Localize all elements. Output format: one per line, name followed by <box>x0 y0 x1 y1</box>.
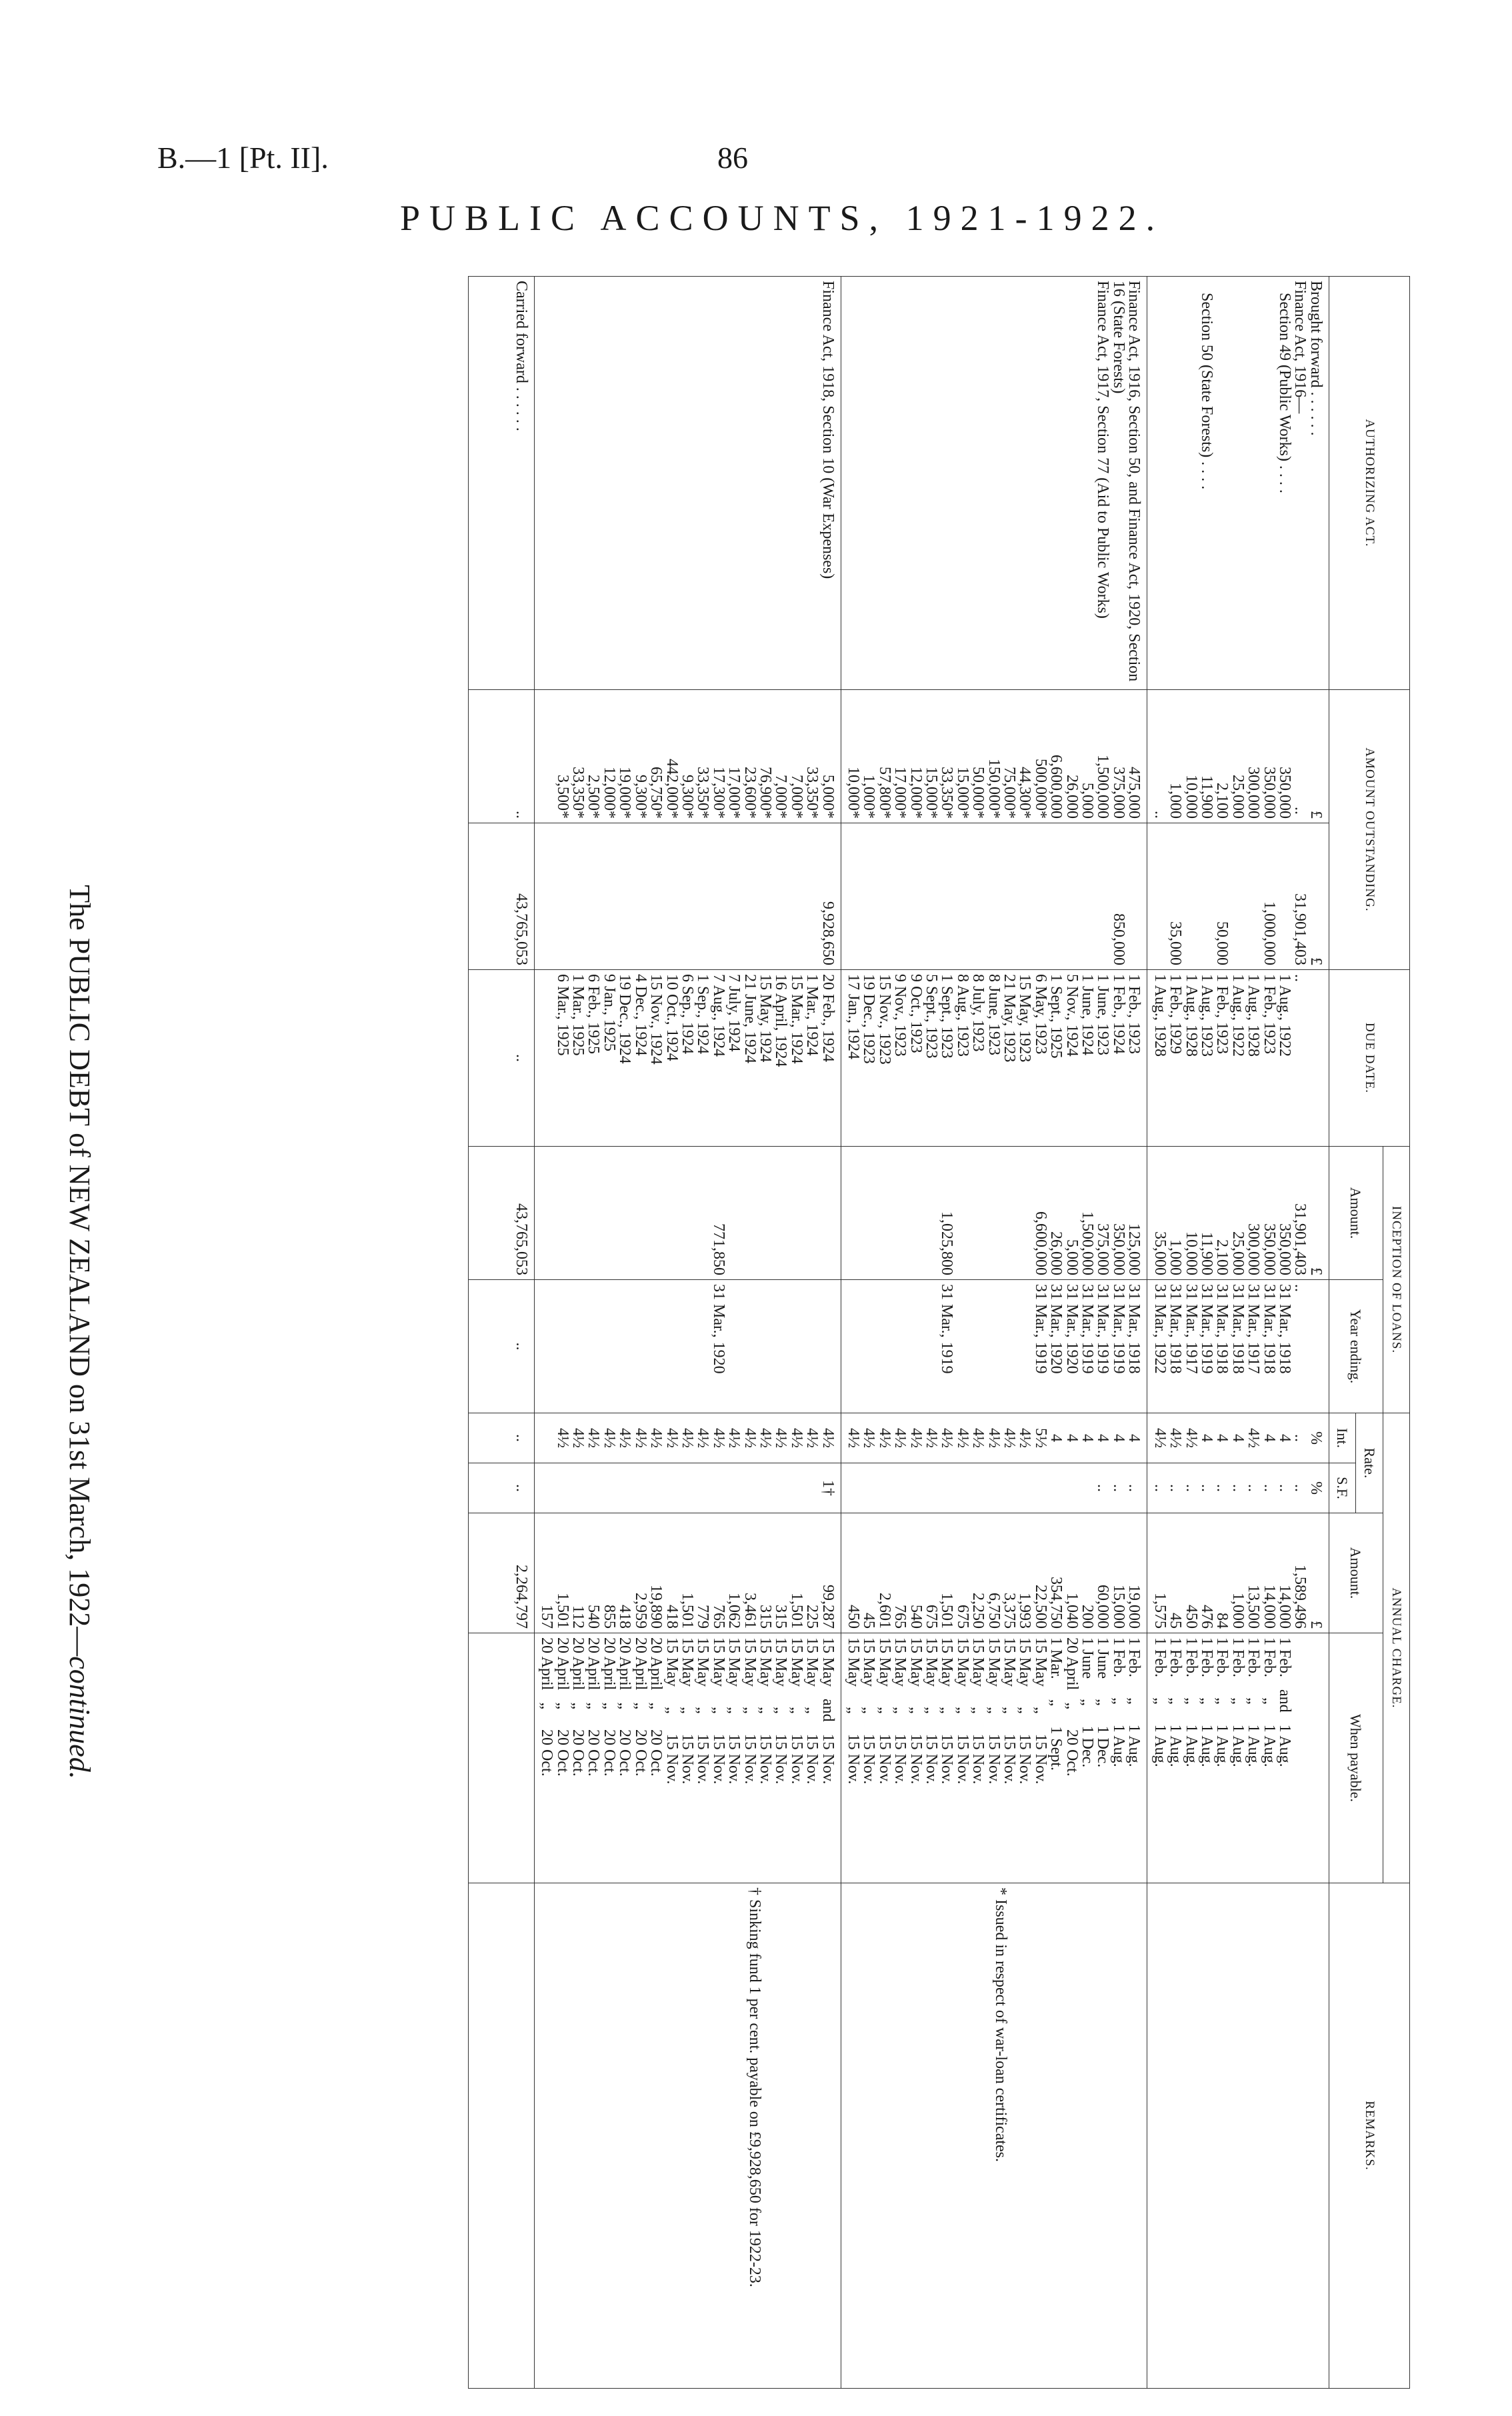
header-sf: S.F. <box>1329 1463 1355 1513</box>
table-row-finance-act-1916 <box>1147 277 1329 2389</box>
cell-due-dates: 20 Feb., 1924 1 Mar., 1924 15 Mar., 1924 16 April, 1924 15 May, 1924 21 June, 1924 7 July, 1924 7 Aug., 1924 1 Sep., 1924 6 Sep., 1924 10 Oct., 1924 15 Nov., 1924 4 Dec., 1924 19 Dec., 1924 9 Jan., 1925 6 Feb., 1925 1 Mar., 1925 6 Mar., 1925 <box>534 970 841 1147</box>
cell-due-dates: .. 1 Aug., 1922 1 Feb., 1923 1 Aug., 1928 1 Aug., 1922 1 Feb., 1923 1 Aug., 1923 1 Aug., 1928 1 Feb., 1929 1 Aug., 1928 <box>1147 970 1329 1147</box>
cell-authority: Finance Act, 1918, Section 10 (War Expenses) <box>534 277 841 690</box>
rotated-debt-table <box>63 276 1410 2388</box>
cell-inception-amounts: 125,000 350,000 375,000 1,500,000 5,000 26,000 6,600,000 1,025,800 <box>841 1147 1147 1280</box>
table-row-carried-forward <box>468 277 534 2389</box>
remark-sinking-fund: † Sinking fund 1 per cent. payable on £9,928,650 for 1922-23. <box>745 1887 763 2287</box>
caption-main: The PUBLIC DEBT of NEW ZEALAND on 31st March, 1922— <box>63 885 96 1657</box>
cell-int: % .. 4 4 4½ 4 4 4 4½ 4½ 4½ <box>1147 1413 1329 1463</box>
cell-charges: 99,287 225 1,501 315 315 3,461 1,062 765 779 1,501 418 19,890 2,959 418 855 540 112 1,501 157 <box>534 1513 841 1633</box>
cell-totals: 850,000 <box>841 823 1147 970</box>
page-number: 86 <box>717 141 748 175</box>
header-inception-amount: Amount. <box>1329 1147 1383 1280</box>
cell-sf: 1† <box>534 1463 841 1513</box>
cell-sf: % .. .. .. .. .. .. .. .. .. .. <box>1147 1463 1329 1513</box>
cell-authority: Brought forward . . . . . . Finance Act, 1916— Section 49 (Public Works) . . . . Section 50 (State Forests) . . . . <box>1147 277 1329 690</box>
cell-inception-amounts: 771,850 <box>534 1147 841 1280</box>
cell-int: 4 4 4 4 4 4 5½ 4½ 4½ 4½ 4½ 4½ 4½ 4½ 4½ 4½ 4½ 4½ 4½ <box>841 1413 1147 1463</box>
page-title: PUBLIC ACCOUNTS, 1921-1922. <box>400 198 1165 238</box>
header-authorizing-act: AUTHORIZING ACT. <box>1329 277 1409 690</box>
cell-year-endings: .. 31 Mar., 1918 31 Mar., 1918 31 Mar., 1917 31 Mar., 1918 31 Mar., 1918 31 Mar., 1919 31 Mar., 1917 31 Mar., 1918 31 Mar., 1922 <box>1147 1280 1329 1413</box>
cell-carried-amounts: .. <box>468 690 534 823</box>
header-charge-amount: Amount. <box>1329 1513 1383 1633</box>
cell-carried-inception: 43,765,053 <box>468 1147 534 1280</box>
header-annual-charge: ANNUAL CHARGE. <box>1383 1413 1409 1883</box>
cell-due-dates: 1 Feb., 1923 1 Feb., 1924 1 June, 1923 1 June, 1924 5 Nov., 1924 1 Sept., 1925 6 May, 1923 15 May, 1923 21 May, 1923 8 June, 1923 8 July, 1923 8 Aug., 1923 1 Sept., 1923 5 Sept., 1923 9 Oct., 1923 9 Nov., 1923 15 Nov., 1923 19 Dec., 1923 17 Jan., 1924 <box>841 970 1147 1147</box>
header-amount-outstanding: AMOUNT OUTSTANDING. <box>1329 690 1409 970</box>
cell-totals: £ 31,901,403 1,000,000 50,000 35,000 <box>1147 823 1329 970</box>
cell-when-payable: 1 Feb. and 1 Aug. 1 Feb. „ 1 Aug. 1 Feb. „ 1 Aug. 1 Feb. „ 1 Aug. 1 Feb. „ 1 Aug. 1 Feb. „ 1 Aug. 1 Feb. „ 1 Aug. 1 Feb. „ 1 Aug. 1 Feb. „ 1 Aug. <box>1147 1633 1329 1883</box>
cell-int: 4½ 4½ 4½ 4½ 4½ 4½ 4½ 4½ 4½ 4½ 4½ 4½ 4½ 4½ 4½ 4½ 4½ 4½ <box>534 1413 841 1463</box>
cell-amounts: 475,000 375,000 1,500,000 5,000 26,000 6,600,000 500,000* 44,300* 75,000* 150,000* 50,000* 15,000* 33,350* 15,000* 12,000* 17,000* 57,800* 1,000* 10,000* <box>841 690 1147 823</box>
header-year-ending: Year ending. <box>1329 1280 1383 1413</box>
header-when-payable: When payable. <box>1329 1633 1383 1883</box>
cell-remarks <box>841 1883 1147 2389</box>
cell-carried-due: .. <box>468 970 534 1147</box>
cell-carried-year: .. <box>468 1280 534 1413</box>
cell-amounts: 5,000* 33,350* 7,000* 7,000* 76,900* 23,600* 17,000* 17,300* 33,350* 9,300* 442,000* 65,750* 9,300* 19,000* 12,000* 2,500* 33,350* 3,500* <box>534 690 841 823</box>
cell-charges: £ 1,589,496 14,000 14,000 13,500 1,000 84 476 450 45 1,575 <box>1147 1513 1329 1633</box>
cell-totals: 9,928,650 <box>534 823 841 970</box>
table-row-finance-act-1917 <box>841 277 1147 2389</box>
cell-carried-sf: .. <box>468 1463 534 1513</box>
page-reference: B.—1 [Pt. II]. <box>157 141 329 175</box>
cell-carried-int: .. <box>468 1413 534 1463</box>
table-row-finance-act-1918 <box>534 277 841 2389</box>
cell-amounts: £ .. 350,000 350,000 300,000 25,000 2,100 11,900 10,000 1,000 .. <box>1147 690 1329 823</box>
cell-inception-amounts: £ 31,901,403 350,000 350,000 300,000 25,000 2,100 11,900 10,000 1,000 35,000 <box>1147 1147 1329 1280</box>
table-caption <box>63 276 97 2388</box>
caption-continued: continued. <box>63 1656 96 1779</box>
cell-remarks <box>1147 1883 1329 2389</box>
cell-year-endings: 31 Mar., 1918 31 Mar., 1919 31 Mar., 1919 31 Mar., 1919 31 Mar., 1920 31 Mar., 1920 31 Mar., 1919 31 Mar., 1919 <box>841 1280 1147 1413</box>
cell-when-payable: 1 Feb. „ 1 Aug. 1 Feb. „ 1 Aug. 1 June „ 1 Dec. 1 June „ 1 Dec. 20 April „ 20 Oct. 1 Mar. „ 1 Sept. 15 May „ 15 Nov. 15 May „ 15 Nov. 15 May „ 15 Nov. 15 May „ 15 Nov. 15 May „ 15 Nov. 15 May „ 15 Nov. 15 May „ 15 Nov. 15 May „ 15 Nov. 15 May „ 15 Nov. 15 May „ 15 Nov. 15 May „ 15 Nov. 15 May „ 15 Nov. 15 May „ 15 Nov. <box>841 1633 1147 1883</box>
remark-war-loan: * Issued in respect of war-loan certificates. <box>992 1887 1010 2163</box>
cell-when-payable: 15 May and 15 Nov. 15 May „ 15 Nov. 15 May „ 15 Nov. 15 May „ 15 Nov. 15 May „ 15 Nov. 15 May „ 15 Nov. 15 May „ 15 Nov. 15 May „ 15 Nov. 15 May „ 15 Nov. 15 May „ 15 Nov. 15 May „ 15 Nov. 20 April „ 20 Oct. 20 April „ 20 Oct. 20 April „ 20 Oct. 20 April „ 20 Oct. 20 April „ 20 Oct. 20 April „ 20 Oct. 20 April „ 20 Oct. 20 April „ 20 Oct. <box>534 1633 841 1883</box>
header-inception: INCEPTION OF LOANS. <box>1383 1147 1409 1413</box>
cell-remarks <box>534 1883 841 2389</box>
cell-carried-total: 43,765,053 <box>468 823 534 970</box>
cell-carried-remarks <box>468 1883 534 2389</box>
public-debt-table <box>468 276 1410 2389</box>
header-rate: Rate. <box>1356 1413 1383 1513</box>
cell-sf: .. .. .. <box>841 1463 1147 1513</box>
cell-carried-forward-label: Carried forward . . . . . . <box>468 277 534 690</box>
cell-charges: 19,000 15,000 60,000 200 1,040 354,750 22,500 1,993 3,375 6,750 2,250 675 1,501 675 540 765 2,601 45 450 <box>841 1513 1147 1633</box>
cell-year-endings: 31 Mar., 1920 <box>534 1280 841 1413</box>
header-int: Int. <box>1329 1413 1355 1463</box>
cell-carried-charge: 2,264,797 <box>468 1513 534 1633</box>
cell-carried-when <box>468 1633 534 1883</box>
header-remarks: REMARKS. <box>1329 1883 1409 2389</box>
cell-authority: Finance Act, 1916, Section 50, and Finance Act, 1920, Section 16 (State Forests) Finance Act, 1917, Section 77 (Aid to Public Works) <box>841 277 1147 690</box>
header-due-date: DUE DATE. <box>1329 970 1409 1147</box>
